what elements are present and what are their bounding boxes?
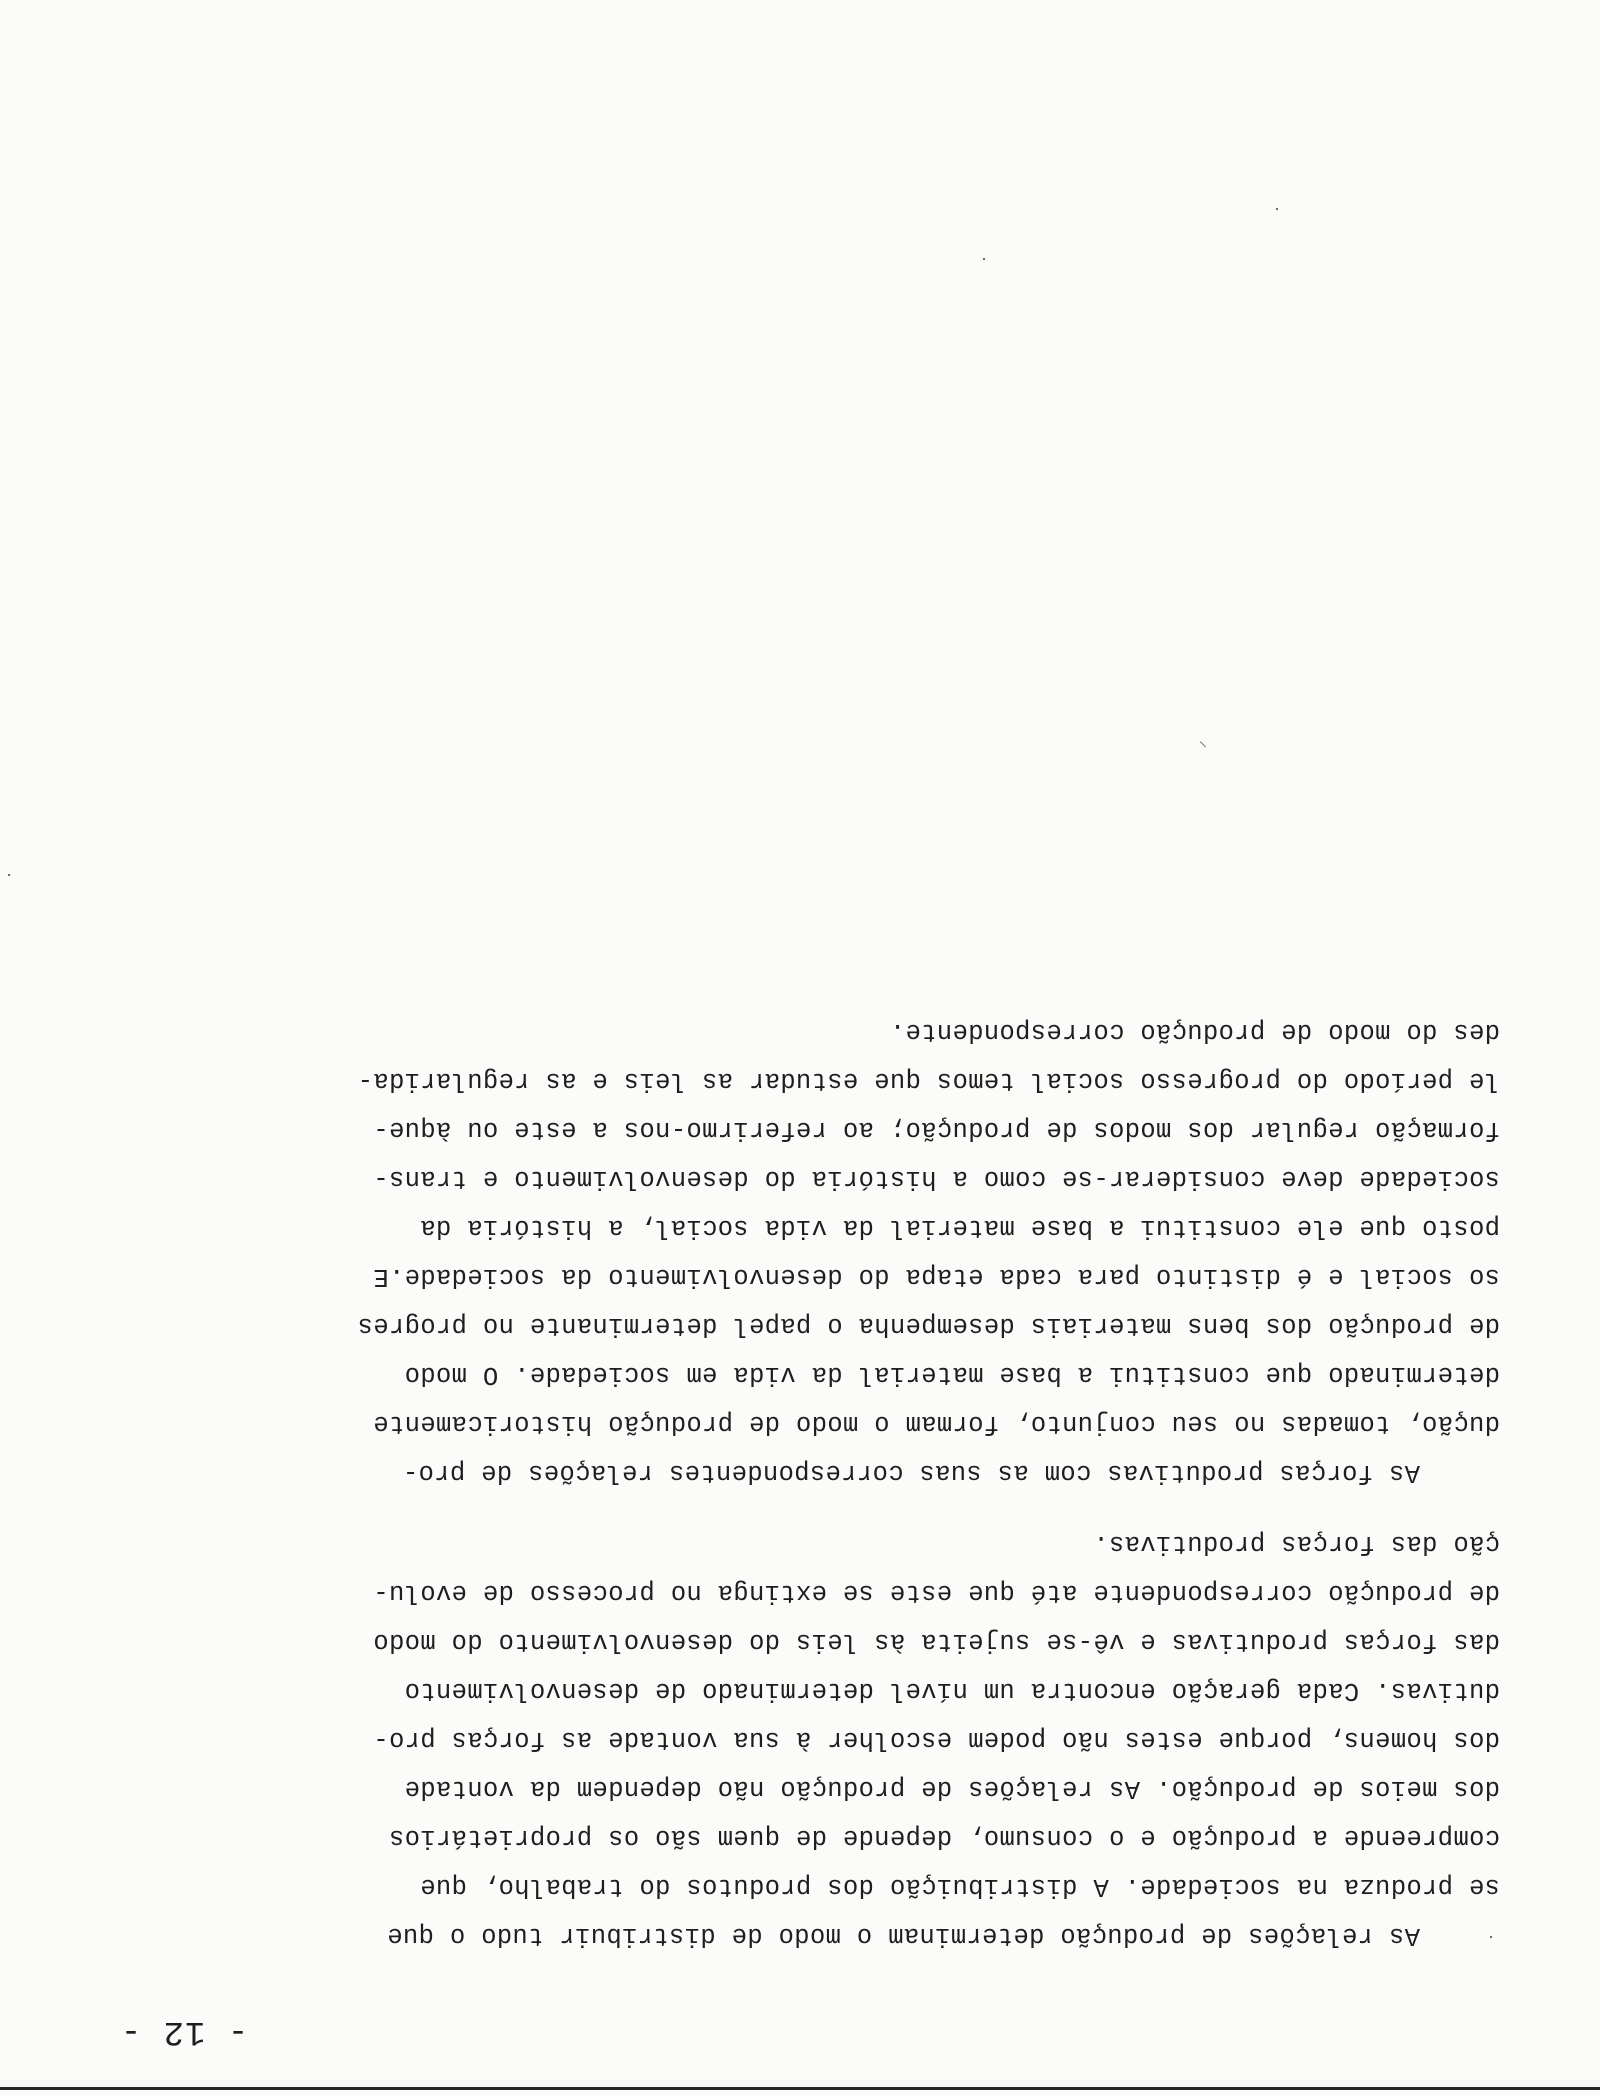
text-line: sociedade deve considerar-se como a história do desenvolvimento e trans- [373,1164,1500,1193]
scan-speck [1490,1936,1492,1938]
text-line: se produza na sociedade. A distribuição dos produtos do trabalho, que [419,1872,1500,1901]
text-line: As relações de produção determinam o modo de distribuir tudo o que [386,1921,1420,1950]
scan-speck [1276,208,1278,210]
text-line: so social e é distinto para cada etapa do desenvolvimento da sociedade.E [373,1262,1500,1291]
page-number: - 12 - [119,2012,249,2050]
text-line: dução, tomadas no seu conjunto, formam o modo de produção historicamente [373,1409,1500,1438]
text-line: de produção correspondente até que este se extinga no processo de evolu- [373,1578,1500,1607]
paragraph-forcas-produtivas [0,1007,1600,1497]
text-line: das forças produtivas e vê-se sujeita às leis do desenvolvimento do modo [373,1627,1500,1656]
text-line: compreende a produção e o consumo, depende de quem são os proprietários [388,1823,1500,1852]
text-line: As forças produtivas com as suas correspondentes relações de pro- [402,1458,1420,1487]
scan-speck [983,258,985,260]
text-line: dos homens, porque estes não podem escolher à sua vontade as forças pro- [373,1725,1500,1754]
text-line: posto que ele constitui a base material da vida social, a história da [419,1213,1500,1242]
text-line: dutivas. Cada geração encontra um nível determinado de desenvolvimento [404,1676,1500,1705]
text-line: le período do progresso social temos que estudar as leis e as regularida- [357,1066,1500,1095]
body-text [0,985,1600,1960]
text-line: formação regular dos modos de produção; ao referirmo-nos a este ou àque- [373,1115,1500,1144]
text-line: ção das forças produtivas. [1093,1529,1500,1558]
text-line: determinado que constitui a base material da vida em sociedade. O modo [404,1360,1500,1389]
paragraph-relacoes-producao [0,1519,1600,1960]
scan-speck [8,874,10,876]
scan-mark: ⸌ [1198,732,1207,751]
text-line: de produção dos bens materiais desempenha o papel determinante no progres [357,1311,1500,1340]
text-line: dos meios de produção. As relações de produção não dependem da vontade [404,1774,1500,1803]
text-line: des do modo de produção correspondente. [889,1017,1500,1046]
page-edge-line [0,2087,1600,2090]
